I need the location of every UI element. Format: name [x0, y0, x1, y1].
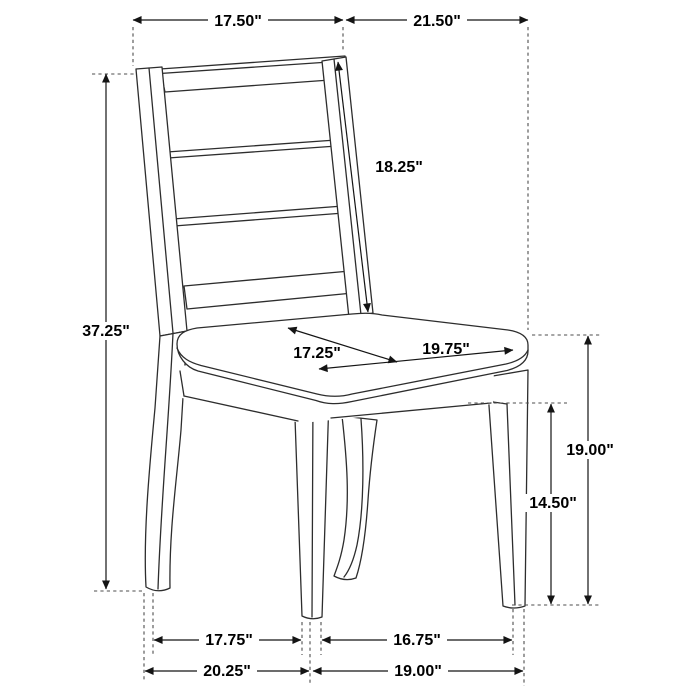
- floor-to-seat-top-label: 19.00": [566, 442, 614, 459]
- floor-to-apron-label: 14.50": [529, 495, 577, 512]
- backrest-height-label: 18.25": [375, 159, 423, 176]
- overall-depth-label: 21.50": [413, 13, 461, 30]
- chair-top-rail: [138, 56, 347, 92]
- feet-left-outer-label: 20.25": [203, 663, 251, 680]
- seat-width-label: 19.75": [422, 341, 470, 358]
- back-right-leg: [334, 416, 377, 580]
- front-left-leg: [294, 390, 329, 619]
- top-rail-face: [160, 56, 347, 92]
- back-slat-lower: [173, 206, 344, 226]
- feet-left-inner-label: 17.75": [205, 632, 253, 649]
- overall-height-label: 37.25": [82, 323, 130, 340]
- seat-depth-label: 17.25": [293, 345, 341, 362]
- chair-illustration: [136, 56, 528, 619]
- chair-left-stile: [136, 67, 187, 336]
- back-right-leg-face: [334, 416, 377, 580]
- front-right-leg: [487, 370, 528, 608]
- overall-width-label: 17.50": [214, 13, 262, 30]
- feet-right-outer-label: 19.00": [394, 663, 442, 680]
- feet-right-inner-label: 16.75": [393, 632, 441, 649]
- back-slat-upper: [167, 140, 337, 158]
- back-bottom-rail: [184, 271, 353, 309]
